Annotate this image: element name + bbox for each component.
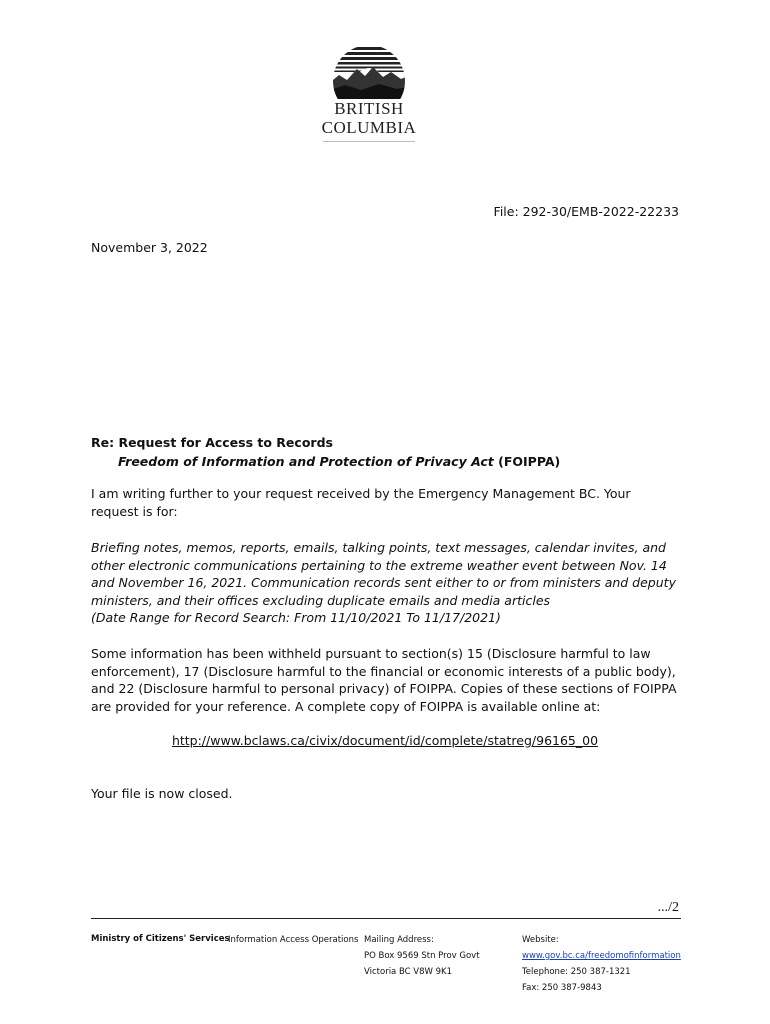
file-reference: File: 292-30/EMB-2022-22233 xyxy=(493,204,679,219)
logo-text-columbia: COLUMBIA xyxy=(321,118,417,137)
subject-block xyxy=(91,433,691,471)
letter-date: November 3, 2022 xyxy=(91,240,208,255)
website-label: Website: xyxy=(522,935,559,945)
footer-divider xyxy=(91,918,681,919)
footer-mailing-address xyxy=(364,932,480,980)
act-name-italic: Freedom of Information and Protection of Privacy Act xyxy=(118,454,494,469)
footer-ministry: Ministry of Citizens' Services xyxy=(91,934,230,944)
mailing-line-1: PO Box 9569 Stn Prov Govt xyxy=(364,951,480,961)
subject-line: Re: Request for Access to Records xyxy=(91,435,333,450)
bc-sun-mountain-emblem xyxy=(327,45,411,99)
act-name xyxy=(91,452,691,471)
bc-logo xyxy=(315,45,423,142)
act-abbreviation: (FOIPPA) xyxy=(493,454,561,469)
telephone: Telephone: 250 387-1321 xyxy=(522,967,631,977)
closing-statement: Your file is now closed. xyxy=(91,786,233,801)
request-text: Briefing notes, memos, reports, emails, talking points, text messages, calendar invites, and other electronic communications pertaining to the extreme weather event between Nov. 14 and November 16, 2021. Communication records sent either to or from ministers and deputy ministers, and their offices excluding duplicate emails and media articles xyxy=(91,540,676,608)
date-range: (Date Range for Record Search: From 11/10/2021 To 11/17/2021) xyxy=(91,610,501,625)
footer-branch: Information Access Operations xyxy=(228,935,359,945)
foippa-link[interactable]: http://www.bclaws.ca/civix/document/id/complete/statreg/96165_00 xyxy=(171,733,599,748)
mailing-label: Mailing Address: xyxy=(364,935,434,945)
intro-paragraph: I am writing further to your request received by the Emergency Management BC. Your request is for: xyxy=(91,486,631,519)
mailing-line-2: Victoria BC V8W 9K1 xyxy=(364,967,453,977)
website-link[interactable]: www.gov.bc.ca/freedomofinformation xyxy=(522,951,681,961)
logo-rule xyxy=(323,141,415,142)
request-paragraph xyxy=(91,539,681,627)
logo-text-british: BRITISH xyxy=(334,99,404,118)
page-continuation-marker: .../2 xyxy=(657,900,679,915)
footer-contact xyxy=(522,932,681,996)
foippa-link-line xyxy=(0,733,770,748)
withheld-paragraph: Some information has been withheld pursuant to section(s) 15 (Disclosure harmful to law enforcement), 17 (Disclosure harmful to the financial or economic interests of a public body), and 22 (Disclosure harmful to personal privacy) of FOIPPA. Copies of these sections of FOIPPA are provided for your reference. A complete copy of FOIPPA is available online at: xyxy=(91,646,677,714)
fax: Fax: 250 387-9843 xyxy=(522,983,602,993)
